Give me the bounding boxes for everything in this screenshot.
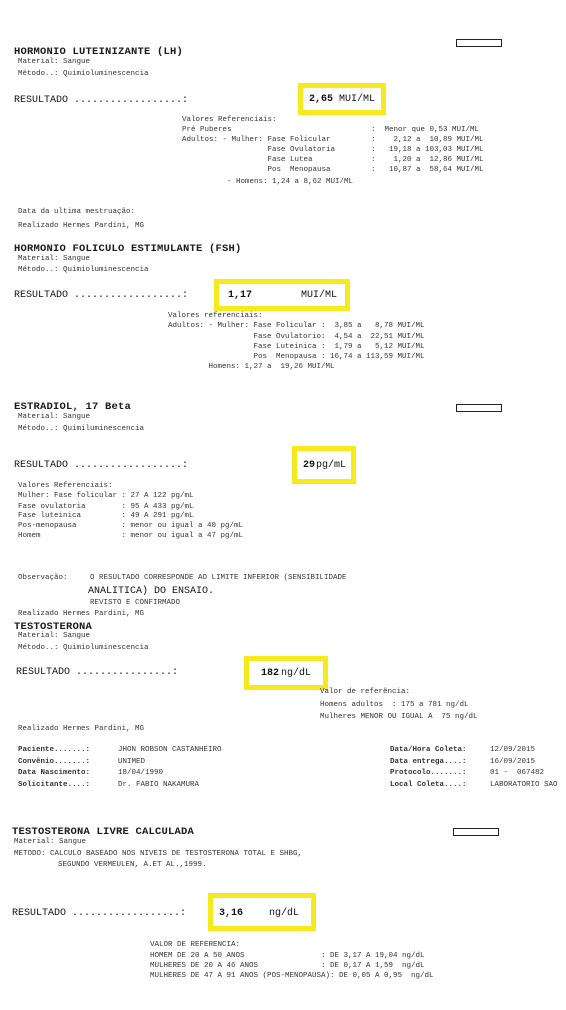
empty-field-box — [456, 39, 502, 47]
estradiol-obs-text2: ANALITICA) DO ENSAIO. — [88, 586, 215, 597]
estradiol-method: Método..: Quimiluminescencia — [18, 425, 145, 433]
estradiol-ref-header: Valores Referenciais: — [18, 482, 113, 490]
testosterona-ref-header: Valor de referência: — [320, 688, 411, 696]
estradiol-obs-label: Observação: — [18, 574, 68, 582]
free-testosterone-ref-header: VALOR DE REFERENCIA: — [150, 941, 241, 949]
testosterona-performed-by: Realizado Hermes Pardini, MG — [18, 725, 145, 733]
delivery-date-value: 16/09/2015 — [490, 758, 536, 766]
free-testosterone-result-label: RESULTADO ..................: — [12, 908, 187, 919]
estradiol-result-highlight — [292, 446, 356, 484]
lh-performed-by: Realizado Hermes Pardini, MG — [18, 222, 145, 230]
fsh-ref-line: Fase Ovulatorio: 4,54 a 22,51 MUI/ML — [168, 333, 425, 341]
lh-method: Método..: Quimioluminescencia — [18, 70, 149, 78]
insurance-label: Convênio.......: — [18, 758, 91, 766]
collection-date-value: 12/09/2015 — [490, 746, 536, 754]
lh-ref-header: Valores Referenciais: — [182, 116, 277, 124]
testosterona-result-highlight — [244, 656, 328, 690]
collection-place-label: Local Coleta....: — [390, 781, 467, 789]
insurance-value: UNIMED — [118, 758, 146, 766]
estradiol-ref-line: Fase luteinica : 49 A 291 pg/mL — [18, 512, 194, 520]
birth-date-value: 18/04/1990 — [118, 769, 164, 777]
testosterona-ref-line: Mulheres MENOR OU IGUAL A 75 ng/dL — [320, 713, 478, 721]
testosterona-result-value: 182 — [261, 668, 280, 679]
requester-value: Dr. FABIO NAKAMURA — [118, 781, 200, 789]
free-testosterone-result-unit: ng/dL — [269, 908, 300, 919]
fsh-material: Material: Sangue — [18, 255, 91, 263]
fsh-result-label: RESULTADO ..................: — [14, 290, 189, 301]
estradiol-title: ESTRADIOL, 17 Beta — [14, 401, 132, 413]
estradiol-ref-line: Fase ovulatoria : 95 A 433 pg/mL — [18, 503, 194, 511]
empty-field-box — [456, 404, 502, 412]
requester-label: Solicitante....: — [18, 781, 91, 789]
delivery-date-label: Data entrega....: — [390, 758, 467, 766]
lh-ref-line: Fase Ovulatoria : 19,18 a 103,03 MUI/ML — [182, 146, 484, 154]
lh-result-unit: MUI/ML — [339, 94, 376, 105]
fsh-result-highlight — [214, 279, 350, 311]
lh-ref-line: - Homens: 1,24 a 8,62 MUI/ML — [182, 178, 354, 186]
fsh-ref-line: Adultos: - Mulher: Fase Folicular : 3,85 a 8,78 MUI/ML — [168, 322, 425, 330]
lh-last-menstruation: Data da ultima mestruação: — [18, 208, 136, 216]
free-testosterone-result-highlight — [208, 893, 316, 931]
free-testosterone-material: Material: Sangue — [14, 838, 87, 846]
testosterona-title: TESTOSTERONA — [14, 621, 93, 633]
free-testosterone-method-2: SEGUNDO VERMEULEN, A.ET AL.,1999. — [58, 861, 207, 869]
fsh-ref-line: Pos Menopausa : 16,74 a 113,59 MUI/ML — [168, 353, 425, 361]
estradiol-material: Material: Sangue — [18, 413, 91, 421]
lh-ref-line: Pré Puberes : Menor que 0,53 MUI/ML — [182, 126, 480, 134]
testosterona-result-unit: ng/dL — [281, 668, 312, 679]
estradiol-ref-line: Homem : menor ou igual a 47 pg/mL — [18, 532, 244, 540]
free-testosterone-result-value: 3,16 — [219, 908, 244, 919]
lh-ref-line: Fase Lutea : 1,20 a 12,86 MUI/ML — [182, 156, 484, 164]
estradiol-ref-line: Mulher: Fase folicular : 27 A 122 pg/mL — [18, 492, 194, 500]
empty-field-box — [453, 828, 499, 836]
protocol-label: Protocolo.......: — [390, 769, 467, 777]
protocol-value: 01 - 067482 — [490, 769, 545, 777]
estradiol-performed-by: Realizado Hermes Pardini, MG — [18, 610, 145, 618]
collection-date-label: Data/Hora Coleta: — [390, 746, 467, 754]
free-testosterone-title: TESTOSTERONA LIVRE CALCULADA — [12, 826, 195, 838]
free-testosterone-method: METODO: CALCULO BASEADO NOS NIVEIS DE TESTOSTERONA TOTAL E SHBG, — [14, 850, 303, 858]
patient-name-value: JHON ROBSON CASTANHEIRO — [118, 746, 222, 754]
free-testosterone-ref-line: MULHERES DE 20 A 46 ANOS : DE 0,17 A 1,59 ng/dL — [150, 962, 425, 970]
fsh-result-unit: MUI/ML — [301, 290, 338, 301]
testosterona-ref-line: Homens adultos : 175 a 781 ng/dL — [320, 701, 469, 709]
lh-ref-line: Pos Menopausa : 10,87 a 58,64 MUI/ML — [182, 166, 484, 174]
testosterona-material: Material: Sangue — [18, 632, 91, 640]
collection-place-value: LABORATORIO SAO — [490, 781, 558, 789]
free-testosterone-ref-line: MULHERES DE 47 A 91 ANOS (POS-MENOPAUSA): DE 0,05 A 0,95 ng/dL — [150, 972, 434, 980]
fsh-ref-line: Homens: 1,27 a 19,26 MUI/ML — [168, 363, 335, 371]
lh-title: HORMONIO LUTEINIZANTE (LH) — [14, 46, 184, 58]
estradiol-obs-text: O RESULTADO CORRESPONDE AO LIMITE INFERIOR (SENSIBILIDADE — [90, 574, 347, 582]
estradiol-result-label: RESULTADO ..................: — [14, 460, 189, 471]
lh-result-value: 2,65 — [309, 94, 334, 105]
lh-result-label: RESULTADO ..................: — [14, 95, 189, 106]
patient-name-label: Paciente.......: — [18, 746, 91, 754]
testosterona-result-label: RESULTADO ................: — [16, 667, 179, 678]
lh-ref-line: Adultos: - Mulher: Fase Folicular : 2,12 a 10,89 MUI/ML — [182, 136, 484, 144]
birth-date-label: Data Nascimento: — [18, 769, 91, 777]
fsh-method: Método..: Quimioluminescencia — [18, 266, 149, 274]
free-testosterone-ref-line: HOMEM DE 20 A 50 ANOS : DE 3,17 A 19,04 ng/dL — [150, 952, 425, 960]
estradiol-obs-text3: REVISTO E CONFIRMADO — [90, 599, 181, 607]
estradiol-result-unit: pg/mL — [316, 460, 347, 471]
lh-result-highlight — [298, 83, 386, 115]
fsh-title: HORMONIO FOLICULO ESTIMULANTE (FSH) — [14, 243, 242, 255]
fsh-result-value: 1,17 — [228, 290, 253, 301]
testosterona-method: Método..: Quimioluminescencia — [18, 644, 149, 652]
estradiol-ref-line: Pos-menopausa : menor ou igual a 40 pg/mL — [18, 522, 244, 530]
fsh-ref-header: Valores referenciais: — [168, 312, 263, 320]
lh-material: Material: Sangue — [18, 58, 91, 66]
estradiol-result-value: 29 — [303, 460, 316, 471]
fsh-ref-line: Fase Luteinica : 1,79 a 5,12 MUI/ML — [168, 343, 425, 351]
